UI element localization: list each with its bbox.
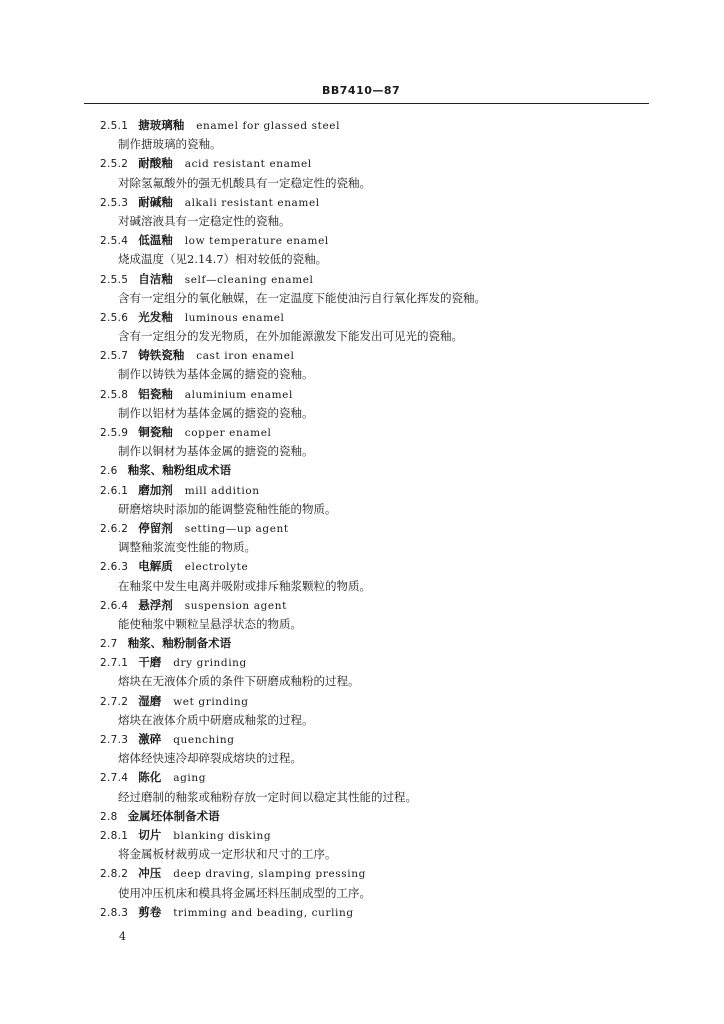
- term-heading: [100, 596, 660, 615]
- term-number: 2.8.3: [100, 906, 129, 919]
- term-definition: 制作搪玻璃的瓷釉。: [118, 137, 222, 152]
- term-chinese: 干磨: [138, 655, 162, 670]
- term-number: 2.6.4: [100, 599, 129, 612]
- term-heading: [100, 481, 660, 500]
- term-english: aging: [173, 772, 207, 785]
- term-english: trimming and beading, curling: [173, 906, 354, 919]
- term-definition: 熔块在液体介质中研磨成釉浆的过程。: [118, 712, 314, 727]
- term-heading: [100, 730, 660, 749]
- term-heading: [100, 692, 660, 711]
- term-english: self—cleaning enamel: [184, 273, 314, 286]
- term-chinese: 激碎: [138, 732, 162, 746]
- term-chinese: 釉浆、釉粉制备术语: [127, 636, 232, 651]
- term-number: 2.7.2: [100, 695, 129, 708]
- standard-code: BB7410—87: [322, 84, 401, 97]
- term-number: 2.7.4: [100, 772, 129, 785]
- term-chinese: 铸铁瓷釉: [138, 348, 185, 363]
- term-english: suspension agent: [184, 599, 287, 612]
- term-heading: [100, 768, 660, 787]
- term-number: 2.8: [100, 810, 118, 823]
- term-heading: [100, 807, 660, 826]
- term-definition: 调整釉浆流变性能的物质。: [118, 540, 256, 555]
- term-english: quenching: [173, 734, 235, 746]
- term-number: 2.5.9: [100, 427, 129, 439]
- term-definition: 熔体经快速冷却碎裂成熔块的过程。: [118, 751, 302, 766]
- term-english: setting—up agent: [184, 522, 289, 535]
- term-chinese: 切片: [138, 827, 162, 842]
- term-number: 2.5.4: [100, 235, 129, 248]
- term-definition: 烧成温度（见2.14.7）相对较低的瓷釉。: [118, 252, 328, 267]
- term-number: 2.5.6: [100, 311, 129, 324]
- term-number: 2.8.2: [100, 868, 129, 881]
- term-heading: [100, 193, 660, 212]
- term-number: 2.6.1: [100, 484, 129, 497]
- page-number: 4: [119, 930, 126, 943]
- term-number: 2.6.2: [100, 522, 129, 535]
- term-number: 2.5.7: [100, 350, 129, 363]
- term-definition: 含有一定组分的发光物质，在外加能源激发下能发出可见光的瓷釉。: [118, 329, 463, 344]
- term-chinese: 自洁釉: [138, 271, 173, 286]
- term-number: 2.7.1: [100, 657, 129, 670]
- term-heading: [100, 270, 660, 289]
- term-english: cast iron enamel: [196, 350, 295, 363]
- term-english: low temperature enamel: [184, 235, 329, 248]
- term-definition: 在釉浆中发生电离并吸附或排斥釉浆颗粒的物质。: [118, 578, 371, 593]
- term-english: wet grinding: [173, 695, 249, 708]
- header-rule: [84, 103, 649, 104]
- term-definition: 熔块在无液体介质的条件下研磨成釉粉的过程。: [118, 674, 360, 689]
- term-number: 2.8.1: [100, 829, 129, 842]
- term-definition: 能使釉浆中颗粒呈悬浮状态的物质。: [118, 616, 302, 631]
- term-definition: 经过磨制的釉浆或釉粉存放一定时间以稳定其性能的过程。: [118, 789, 417, 804]
- term-heading: [100, 308, 660, 327]
- term-definition: 使用冲压机床和模具将金属坯料压制成型的工序。: [118, 885, 371, 900]
- term-definition: 制作以铜材为基体金属的搪瓷的瓷釉。: [118, 444, 314, 459]
- term-list: [100, 116, 660, 922]
- term-english: acid resistant enamel: [184, 158, 312, 171]
- term-english: alkali resistant enamel: [184, 196, 320, 209]
- term-heading: [100, 864, 660, 883]
- term-number: 2.6: [100, 465, 118, 478]
- term-english: enamel for glassed steel: [196, 120, 341, 132]
- term-number: 2.7: [100, 638, 118, 651]
- term-chinese: 搪玻璃釉: [138, 118, 185, 132]
- term-number: 2.6.3: [100, 561, 129, 574]
- term-heading: [100, 231, 660, 250]
- term-heading: [100, 116, 660, 135]
- term-chinese: 金属坯体制备术语: [127, 808, 220, 823]
- term-number: 2.5.2: [100, 158, 129, 171]
- term-heading: [100, 557, 660, 576]
- term-chinese: 磨加剂: [138, 482, 173, 497]
- term-chinese: 陈化: [138, 770, 162, 785]
- term-number: 2.5.1: [100, 120, 129, 132]
- term-definition: 制作以铸铁为基体金属的搪瓷的瓷釉。: [118, 367, 314, 382]
- term-chinese: 冲压: [138, 866, 162, 881]
- term-heading: [100, 423, 660, 442]
- term-heading: [100, 634, 660, 653]
- term-chinese: 剪卷: [138, 904, 162, 919]
- term-chinese: 光发釉: [138, 309, 173, 324]
- term-heading: [100, 903, 660, 922]
- term-definition: 含有一定组分的氧化触媒，在一定温度下能使油污自行氧化挥发的瓷釉。: [118, 290, 486, 305]
- term-heading: [100, 826, 660, 845]
- term-number: 2.5.8: [100, 388, 129, 401]
- term-english: aluminium enamel: [184, 388, 293, 401]
- term-chinese: 低温釉: [138, 233, 173, 248]
- term-definition: 制作以铝材为基体金属的搪瓷的瓷釉。: [118, 405, 314, 420]
- term-number: 2.5.5: [100, 273, 129, 286]
- term-english: dry grinding: [173, 657, 247, 670]
- term-definition: 将金属板材裁剪成一定形状和尺寸的工序。: [118, 847, 337, 862]
- term-heading: [100, 154, 660, 173]
- term-english: blanking disking: [173, 829, 272, 842]
- term-definition: 研磨熔块时添加的能调整瓷釉性能的物质。: [118, 501, 337, 516]
- term-english: luminous enamel: [184, 311, 285, 324]
- term-heading: [100, 519, 660, 538]
- term-definition: 对碱溶液具有一定稳定性的瓷釉。: [118, 213, 291, 228]
- term-heading: [100, 346, 660, 365]
- term-number: 2.7.3: [100, 734, 129, 746]
- term-number: 2.5.3: [100, 196, 129, 209]
- term-heading: [100, 461, 660, 480]
- term-chinese: 釉浆、釉粉组成术语: [127, 463, 232, 478]
- term-chinese: 湿磨: [138, 693, 162, 708]
- term-chinese: 电解质: [138, 559, 173, 574]
- term-chinese: 耐碱釉: [138, 194, 173, 209]
- term-chinese: 铜瓷釉: [138, 425, 173, 439]
- term-english: mill addition: [184, 484, 260, 497]
- term-english: copper enamel: [184, 427, 272, 439]
- term-heading: [100, 653, 660, 672]
- term-chinese: 停留剂: [138, 520, 173, 535]
- term-chinese: 铝瓷釉: [138, 386, 173, 401]
- term-heading: [100, 385, 660, 404]
- term-chinese: 悬浮剂: [138, 597, 173, 612]
- term-definition: 对除氢氟酸外的强无机酸具有一定稳定性的瓷釉。: [118, 175, 371, 190]
- term-chinese: 耐酸釉: [138, 156, 173, 171]
- term-english: deep draving, slamping pressing: [173, 868, 366, 881]
- term-english: electrolyte: [184, 561, 249, 574]
